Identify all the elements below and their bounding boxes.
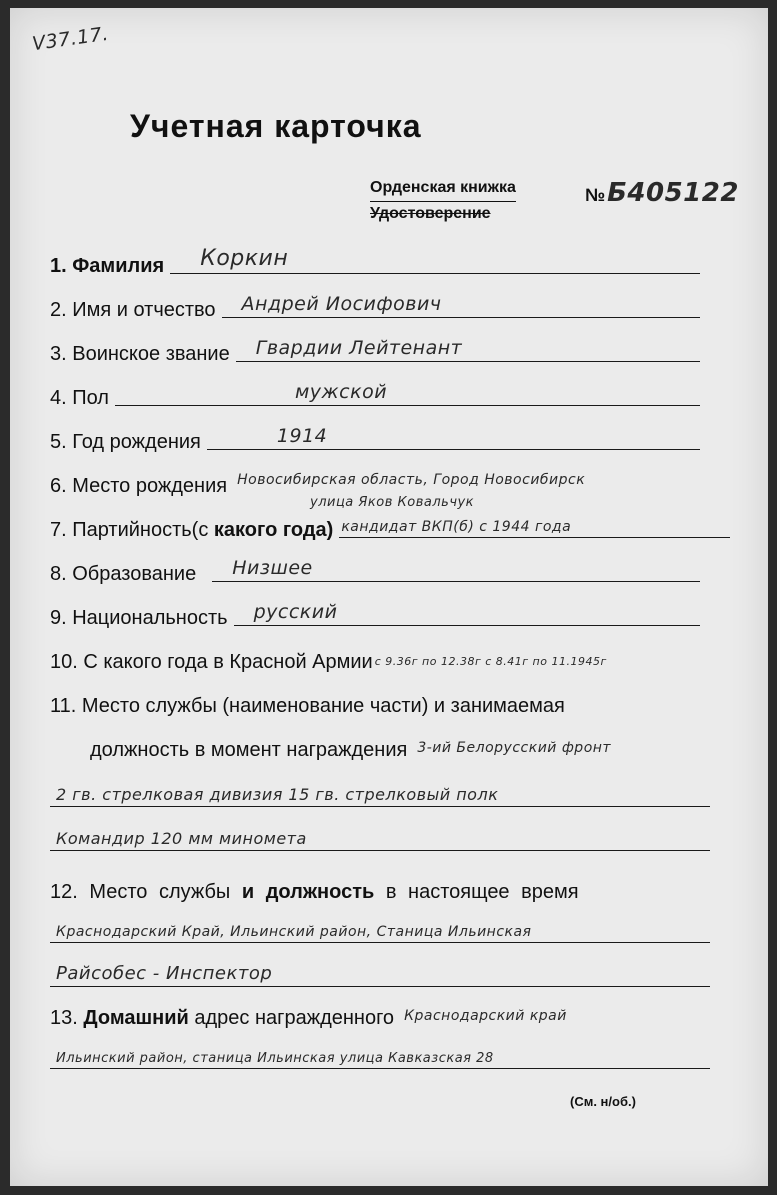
field-party: [50, 508, 730, 542]
field-rank-value: Гвардии Лейтенант: [255, 337, 463, 359]
archive-note: V37.17.: [30, 22, 111, 56]
field-home-value: Краснодарский край: [404, 1008, 567, 1024]
field-party-line: [339, 509, 730, 538]
field-army-since-area: [375, 642, 755, 670]
field-current-label-d: в настоящее время: [385, 881, 579, 903]
field-education-label: 8. Образование: [50, 563, 197, 585]
field-birthplace-label: 6. Место рождения: [50, 475, 228, 497]
field-education-line: [212, 553, 700, 582]
field-birth-year: [50, 420, 700, 454]
field-name-value: Андрей Иосифович: [241, 293, 442, 315]
field-service-place: [50, 684, 730, 718]
field-current-label-c: должность: [265, 881, 375, 903]
field-surname-value: Коркин: [200, 246, 289, 271]
field-nationality-line: [234, 597, 700, 626]
field-birthplace-value: Новосибирская область, Город Новосибирск: [237, 472, 586, 488]
field-surname-line: [170, 245, 700, 274]
field-service-label-2: должность в момент награждения: [90, 739, 408, 761]
field-birthplace-area: [233, 466, 700, 494]
field-home-value-2: Ильинский район, станица Ильинская улица Кавказская 28: [56, 1051, 494, 1066]
field-service-label: 11. Место службы (наименование части) и занимаемая: [50, 695, 565, 717]
field-party-label: [50, 519, 333, 542]
certificate-label-struck: Удостоверение: [370, 205, 491, 222]
order-number-value: Б405122: [607, 178, 739, 208]
field-sex-value: мужской: [294, 381, 388, 403]
order-book-block: [370, 176, 516, 226]
order-book-label: Орденская книжка: [370, 176, 516, 202]
field-surname: [50, 244, 700, 278]
field-home-area: [400, 998, 750, 1026]
number-sign: №: [585, 185, 606, 205]
field-nationality-label: 9. Национальность: [50, 607, 228, 629]
field-birthplace-value-2: улица Яков Ковальчук: [310, 495, 475, 510]
field-surname-label: 1. Фамилия: [50, 255, 165, 277]
field-party-label-bold: какого года): [213, 519, 334, 541]
field-name-line: [222, 289, 700, 318]
field-home-label-bold: Домашний: [83, 1007, 189, 1029]
card-title: Учетная карточка: [130, 108, 422, 144]
field-army-since-label: 10. С какого года в Красной Армии: [50, 651, 373, 673]
field-current-service: [50, 870, 740, 904]
field-current-label: [50, 881, 579, 904]
field-rank-label: 3. Воинское звание: [50, 343, 230, 365]
field-home-label-rest: адрес награжденного: [194, 1007, 395, 1029]
see-reverse-note: (См. н/об.): [570, 1094, 636, 1109]
field-current-line-2: [50, 952, 710, 987]
field-rank: [50, 332, 700, 366]
field-home-line: [50, 1034, 710, 1069]
field-army-since-value: с 9.36г по 12.38г с 8.41г по 11.1945г: [374, 655, 607, 668]
record-card: [10, 8, 768, 1186]
field-service-line-1: [50, 772, 710, 807]
field-home-address: [50, 996, 750, 1030]
field-sex-line: [115, 377, 700, 406]
field-current-value-2: Райсобес - Инспектор: [56, 963, 273, 984]
field-party-value: кандидат ВКП(б) с 1944 года: [341, 519, 572, 535]
field-service-value: 3-ий Белорусский фронт: [417, 740, 612, 756]
field-service-value-2: 2 гв. стрелковая дивизия 15 гв. стрелковый полк: [56, 785, 499, 804]
field-name-label: 2. Имя и отчество: [50, 299, 216, 321]
field-current-label-a: 12. Место службы: [50, 881, 231, 903]
field-birthplace: [50, 464, 700, 498]
field-birth-year-line: [207, 421, 700, 450]
field-sex: [50, 376, 700, 410]
field-home-label-num: 13.: [50, 1007, 78, 1029]
order-number: [585, 178, 739, 208]
field-home-label: [50, 1007, 394, 1030]
field-rank-line: [236, 333, 700, 362]
field-education: [50, 552, 700, 586]
field-nationality: [50, 596, 700, 630]
field-current-value: Краснодарский Край, Ильинский район, Станица Ильинская: [56, 924, 532, 940]
field-education-value: Низшее: [232, 557, 313, 579]
field-service-value-3: Командир 120 мм миномета: [56, 829, 307, 848]
field-name-patronymic: [50, 288, 700, 322]
field-army-since: [50, 640, 755, 674]
field-birth-year-value: 1914: [276, 425, 328, 447]
field-nationality-value: русский: [253, 601, 338, 623]
field-birth-year-label: 5. Год рождения: [50, 431, 201, 453]
field-party-label-text: 7. Партийность(с: [50, 519, 209, 541]
field-service-position: [50, 728, 760, 762]
field-service-line-2: [50, 816, 710, 851]
field-service-area: [413, 730, 760, 758]
field-current-line-1: [50, 908, 710, 943]
field-current-label-b: и: [241, 881, 255, 903]
field-sex-label: 4. Пол: [50, 387, 109, 409]
